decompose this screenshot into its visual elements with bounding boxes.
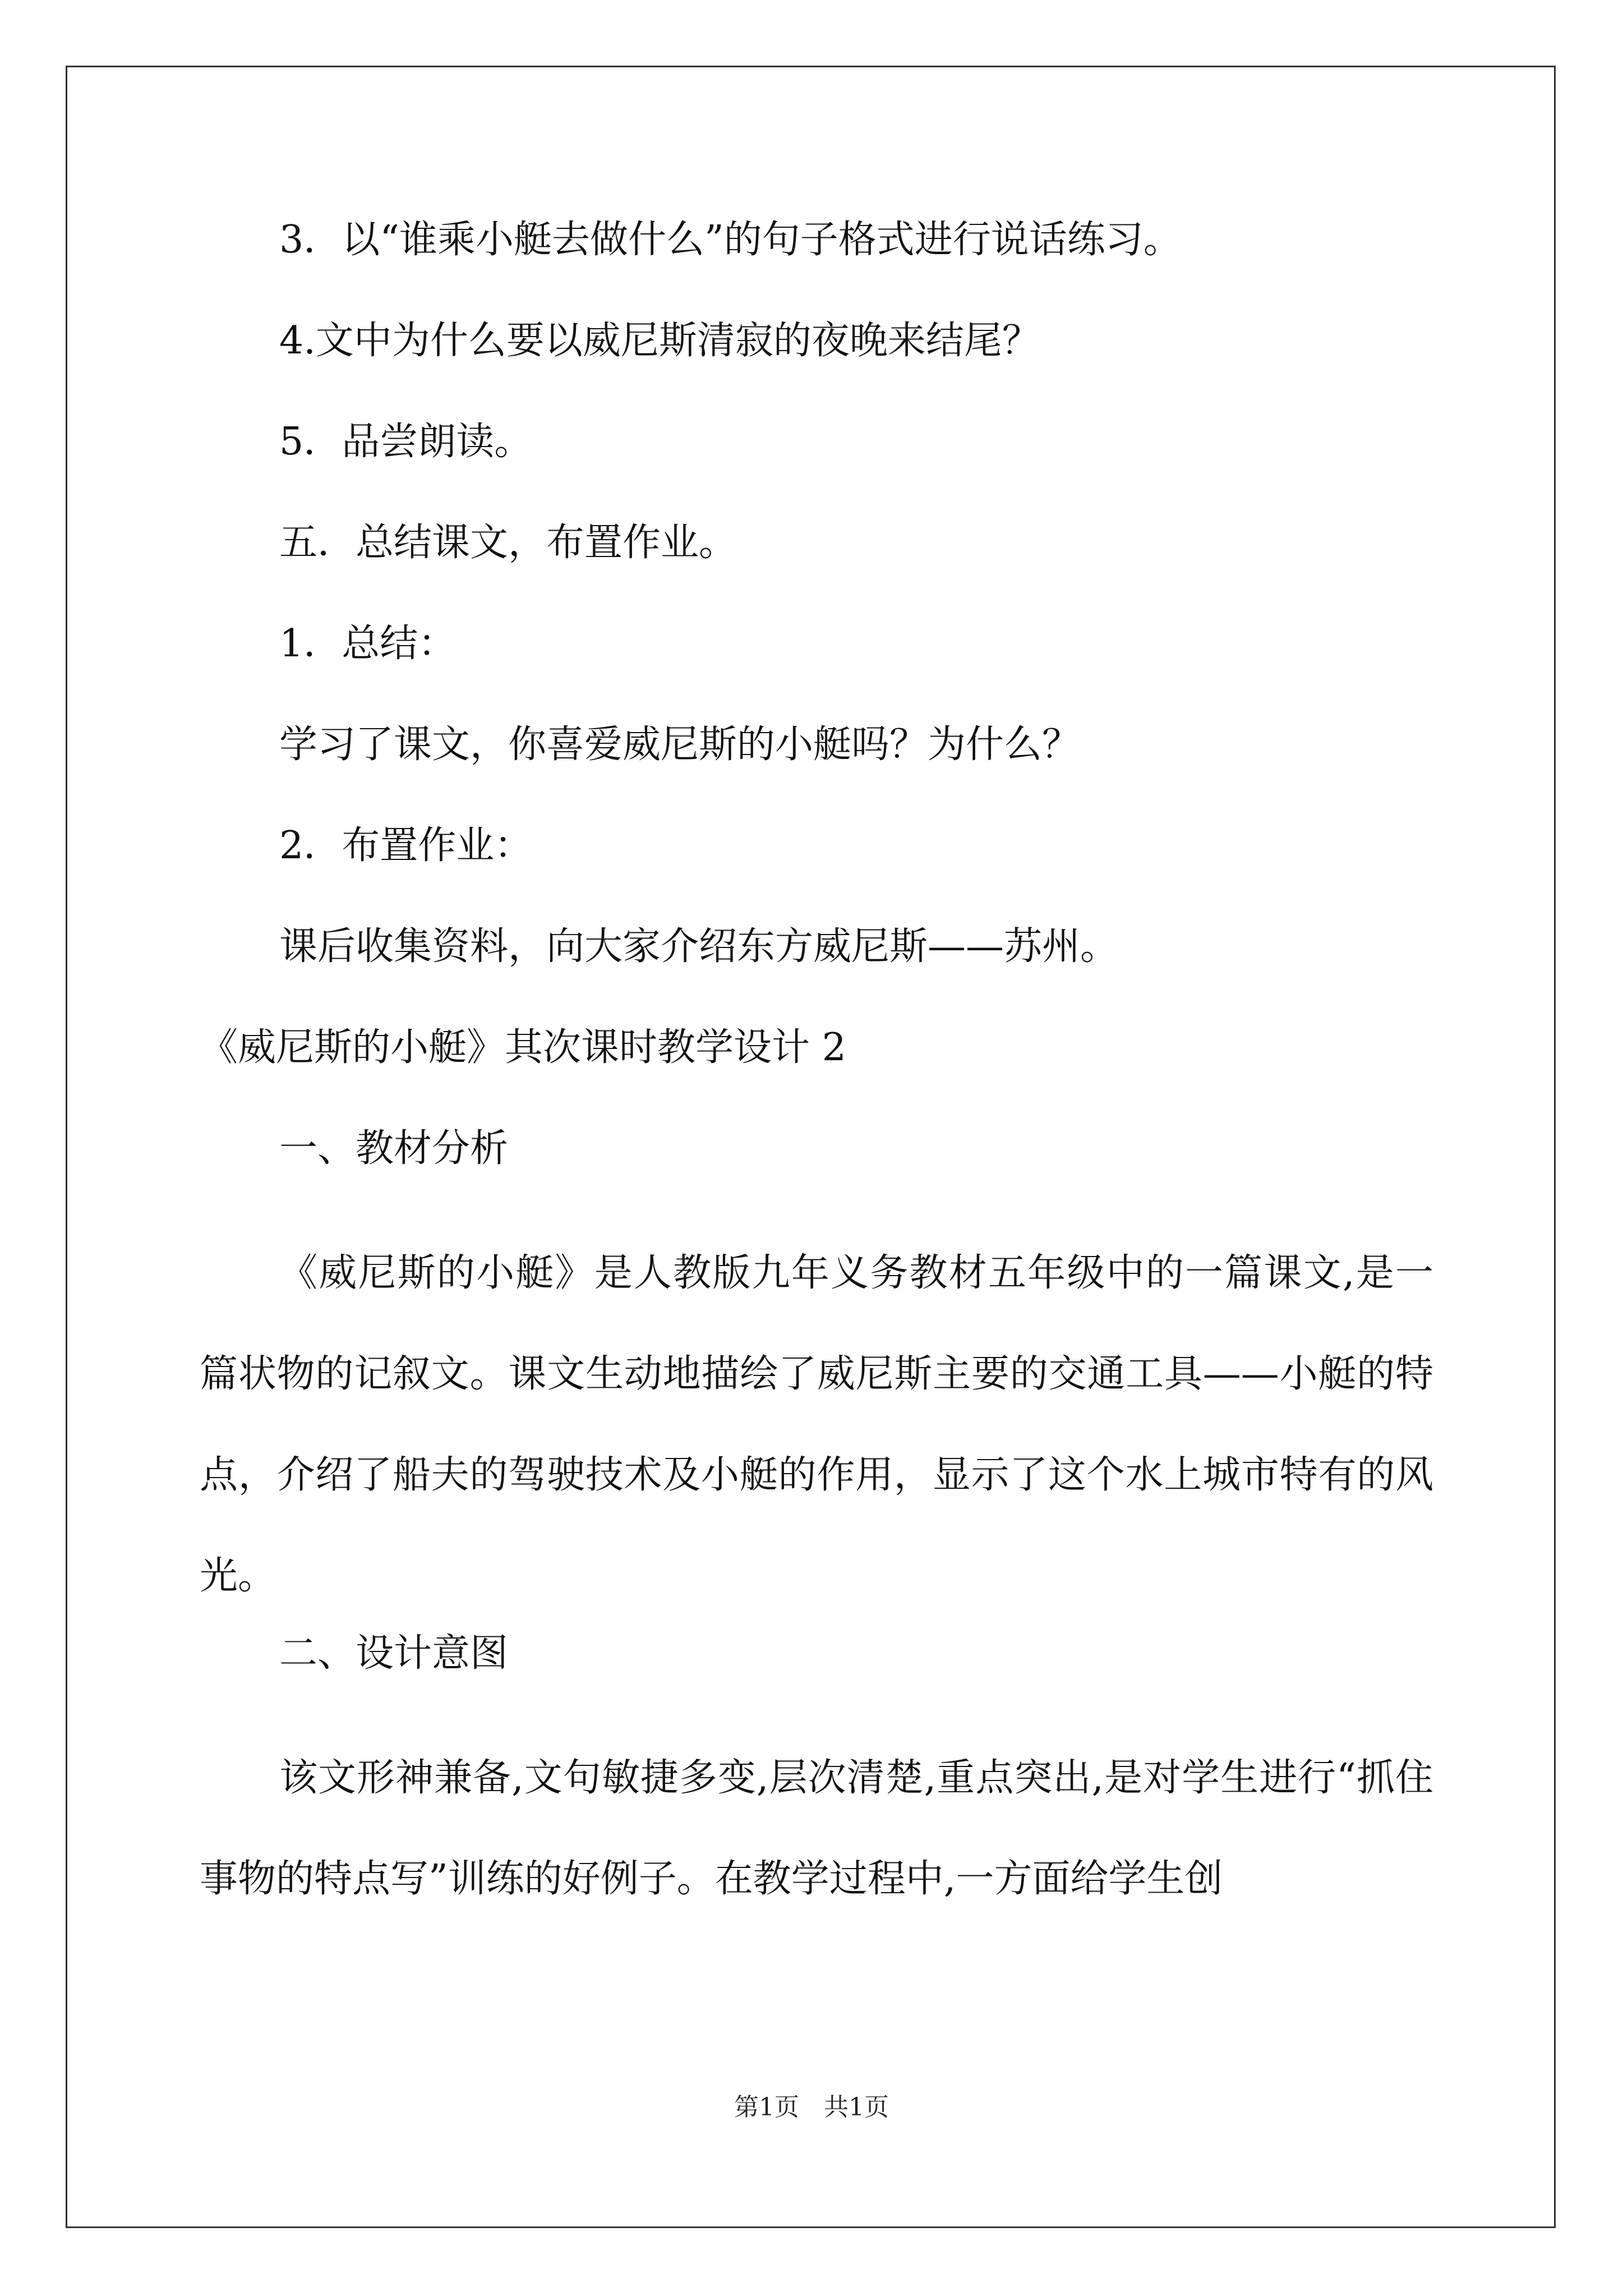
paragraph-text: 课后收集资料，向大家介绍东方威尼斯——苏州。 bbox=[279, 924, 1119, 969]
paragraph-text: 该文形神兼备,文句敏捷多变,层次清楚,重点突出,是对学生进行“抓住事物的特点写”训练的好例子。在教学过程中,一方面给学生创 bbox=[200, 1756, 1433, 1901]
paragraph-text: 《威尼斯的小艇》是人教版九年义务教材五年级中的一篇课文,是一篇状物的记叙文。课文生动地描绘了威尼斯主要的交通工具——小艇的特点，介绍了船夫的驾驶技术及小艇的作用，显示了这个水上城市特有的风光。 bbox=[200, 1251, 1433, 1598]
list-item: 1．总结： bbox=[279, 622, 457, 666]
subheading: 一、教材分析 bbox=[279, 1126, 509, 1171]
list-item: 5．品尝朗读。 bbox=[279, 420, 533, 464]
list-item: 4.文中为什么要以威尼斯清寂的夜晚来结尾？ bbox=[279, 319, 1040, 363]
page-footer: 第1页 共1页 bbox=[734, 2093, 889, 2122]
subheading: 二、设计意图 bbox=[279, 1631, 509, 1676]
list-item: 3．以“谁乘小艇去做什么”的句子格式进行说话练习。 bbox=[279, 218, 1182, 262]
section-title: 《威尼斯的小艇》其次课时教学设计 2 bbox=[200, 1025, 846, 1070]
paragraph-text: 学习了课文，你喜爱威尼斯的小艇吗？为什么？ bbox=[279, 723, 1081, 767]
list-item: 2．布置作业： bbox=[279, 823, 533, 868]
section-heading: 五．总结课文，布置作业。 bbox=[279, 521, 737, 565]
